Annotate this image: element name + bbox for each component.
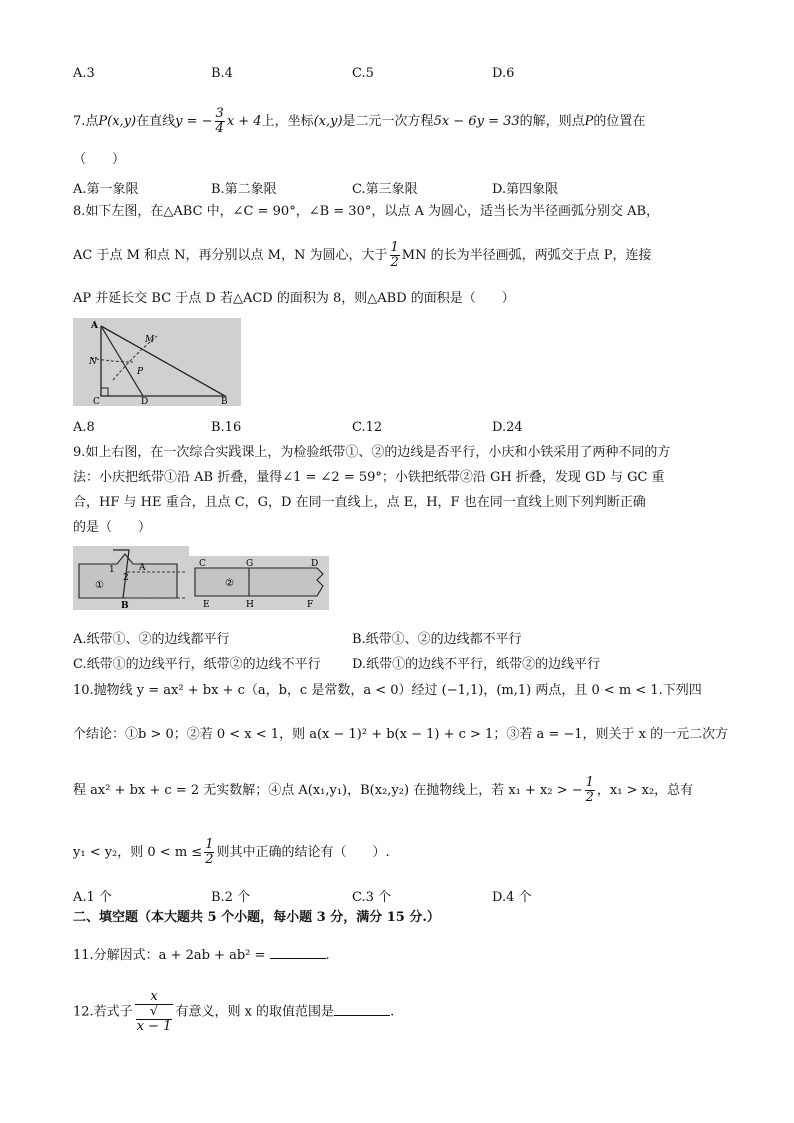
q9-line-2: 法：小庆把纸带①沿 AB 折叠，量得∠1 = ∠2 = 59°；小铁把纸带②沿 GH 折叠，发现 GD 与 GC 重 [73, 470, 665, 485]
q7-option-a: A.第一象限 [73, 182, 139, 197]
fig-label-a: A [91, 321, 98, 331]
q7-option-b: B.第二象限 [211, 182, 277, 197]
q8-line-2: AC 于点 M 和点 N，再分别以点 M，N 为圆心，大于 $\frac{1}{2}$ MN 的长为半径画弧，两弧交于点 P，连接 [73, 240, 652, 270]
fig-angle-1: 1 [109, 565, 115, 575]
q8-option-a: A.8 [73, 420, 95, 435]
fig-point-g: G [246, 559, 254, 569]
q10-line-3: 程 ax² + bx + c = 2 无实数解；④点 A(x₁,y₁)，B(x₂,y₂) 在抛物线上，若 x₁ + x₂ > − $\frac{1}{2}$ ，x₁ > x₂，总有 [73, 775, 694, 805]
fig-point-d: D [311, 559, 319, 569]
q7-stem: 7.点P(x,y)在直线y = − $\frac{3}{4}$ x + 4上，坐标(x,y)是二元一次方程5x − 6y = 33的解，则点P的位置在 [73, 106, 646, 136]
fig-label-d: D [141, 397, 149, 406]
q9-option-a: A.纸带①、②的边线都平行 [73, 632, 230, 647]
q8-line-3: AP 并延长交 BC 于点 D 若△ACD 的面积为 8，则△ABD 的面积是（ ） [73, 291, 515, 306]
q8-option-c: C.12 [352, 420, 383, 435]
q9-option-b: B.纸带①、②的边线都不平行 [352, 632, 522, 647]
fig-label-c: C [93, 397, 100, 406]
q10-option-b: B.2 个 [211, 890, 251, 905]
section-2-title: 二、填空题（本大题共 5 个小题，每小题 3 分，满分 15 分.） [73, 910, 440, 925]
q10-fraction-1: $\frac{1}{2}$ [585, 775, 594, 805]
q7-fraction: $\frac{3}{4}$ [215, 106, 224, 136]
q8-fraction: $\frac{1}{2}$ [390, 240, 399, 270]
q9-option-d: D.纸带①的边线不平行，纸带②的边线平行 [352, 657, 601, 672]
q10-line-1: 10.抛物线 y = ax² + bx + c（a，b，c 是常数，a < 0）经过 (−1,1)，(m,1) 两点，且 0 < m < 1.下列四 [73, 683, 702, 698]
q8-line-1: 8.如下左图，在△ABC 中，∠C = 90°，∠B = 30°，以点 A 为圆心，适当长为半径画弧分别交 AB， [73, 204, 660, 219]
fig-point-b: B [121, 601, 129, 610]
q6-option-d: D.6 [492, 66, 515, 81]
q10-line-2: 个结论：①b > 0；②若 0 < x < 1，则 a(x − 1)² + b(x − 1) + c > 1；③若 a = −1，则关于 x 的一元二次方 [73, 727, 729, 742]
q11-stem: 11.分解因式：a + 2ab + ab² = . [73, 948, 330, 963]
fig-label-m: M [145, 335, 155, 345]
q11-answer-blank[interactable] [270, 946, 326, 959]
fig-label-p: P [137, 367, 144, 377]
q9-strip-1-figure [73, 546, 189, 610]
q9-line-1: 9.如上右图，在一次综合实践课上，为检验纸带①、②的边线是否平行，小庆和小铁采用了两种不同的方 [73, 445, 671, 460]
q7-option-d: D.第四象限 [492, 182, 559, 197]
fig-point-e: E [203, 600, 210, 610]
q6-option-a: A.3 [73, 66, 95, 81]
q7-paren: （ ） [73, 152, 126, 167]
fig-strip-1-mark: ① [95, 580, 104, 591]
fig-angle-2: 2 [123, 573, 129, 583]
q7-option-c: C.第三象限 [352, 182, 418, 197]
fig-point-c: C [199, 559, 206, 569]
q9-strip-2-figure [189, 556, 329, 610]
q10-option-a: A.1 个 [73, 890, 112, 905]
q8-option-d: D.24 [492, 420, 523, 435]
q10-line-4: y₁ < y₂，则 0 < m ≤ $\frac{1}{2}$ 则其中正确的结论有（ ）. [73, 837, 390, 867]
q12-stem: 12.若式子 x √ x − 1 有意义，则 x 的取值范围是 . [73, 989, 395, 1034]
q9-line-4: 的是（ ） [73, 520, 152, 535]
q10-option-c: C.3 个 [352, 890, 392, 905]
q10-option-d: D.4 个 [492, 890, 532, 905]
q9-option-c: C.纸带①的边线平行，纸带②的边线不平行 [73, 657, 321, 672]
q9-line-3: 合，HF 与 HE 重合，且点 C，G，D 在同一直线上，点 E，H，F 也在同一直线上则下列判断正确 [73, 495, 646, 510]
q8-option-b: B.16 [211, 420, 242, 435]
q6-option-c: C.5 [352, 66, 374, 81]
fig-label-n: N [89, 357, 97, 367]
fig-point-f: F [307, 600, 314, 610]
q8-triangle-figure [73, 318, 241, 406]
q10-fraction-2: $\frac{1}{2}$ [205, 837, 214, 867]
fig-label-b: B [221, 397, 228, 406]
q12-fraction: x √ x − 1 [136, 989, 172, 1034]
fig-strip-2-mark: ② [225, 578, 234, 589]
fig-point-a: A [139, 563, 146, 573]
fig-point-h: H [246, 600, 254, 610]
q6-option-b: B.4 [211, 66, 233, 81]
q12-answer-blank[interactable] [334, 1003, 390, 1016]
